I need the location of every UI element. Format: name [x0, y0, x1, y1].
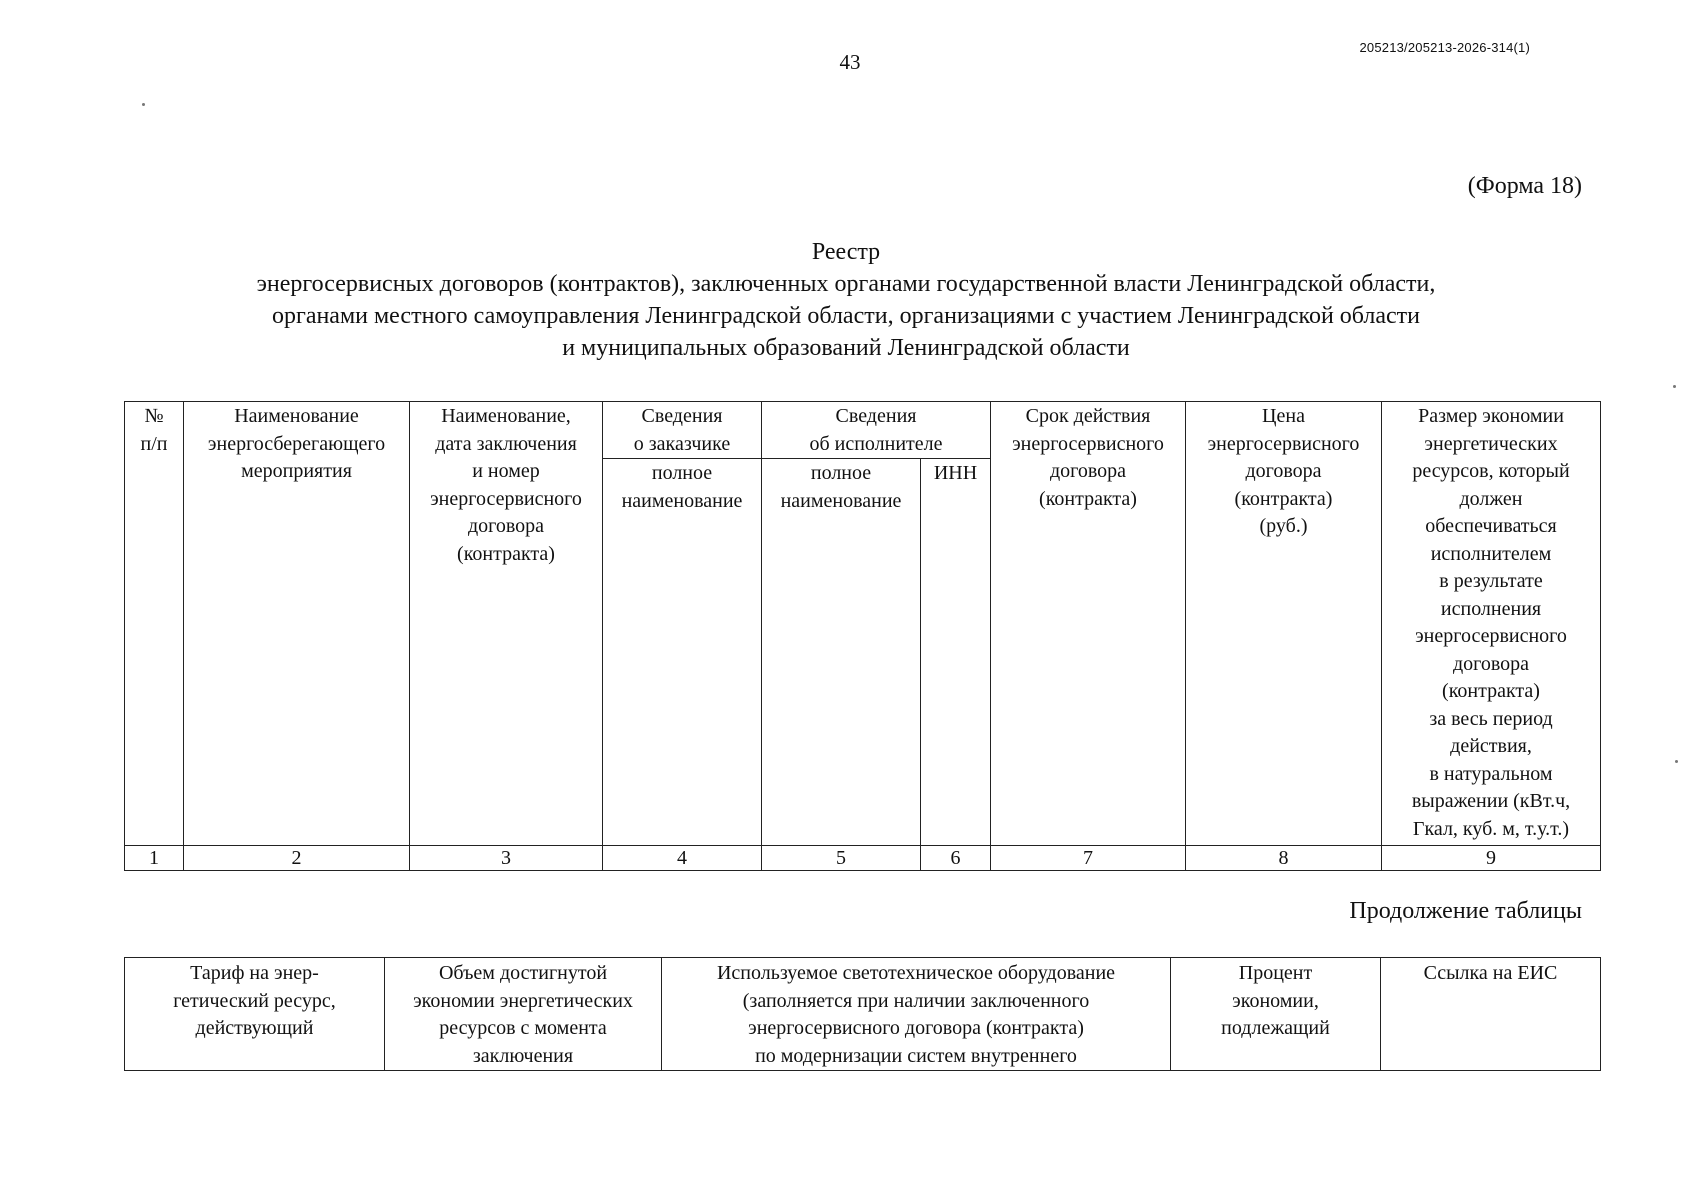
header-text-line: в натуральном [1429, 762, 1553, 785]
header-text-line: Наименование [234, 405, 359, 427]
header-text-line: действующий [195, 1017, 314, 1039]
header-text-line: исполнителем [1430, 542, 1552, 565]
header-text-line: полное [810, 462, 872, 484]
header-text-line: Используемое светотехническое оборудование [716, 962, 1116, 984]
header-text-line: обеспечиваться [1425, 515, 1557, 537]
header-text-line: энергосервисного договора (контракта) [748, 1017, 1084, 1039]
header-text-line: (заполняется при наличии заключенного [742, 989, 1090, 1012]
header-text-line: Размер экономии [1418, 405, 1564, 427]
scan-speck [1673, 385, 1676, 388]
column-number: 8 [1186, 846, 1382, 871]
continuation-label: Продолжение таблицы [1349, 898, 1582, 924]
header-contractor-info [762, 402, 991, 459]
header-text-line: энергетических [1424, 432, 1558, 455]
header-text-line: договора [1049, 460, 1127, 482]
header-text-line: в результате [1439, 570, 1543, 592]
header-text-line: об исполнителе [809, 432, 943, 455]
column-number: 3 [410, 846, 603, 871]
header-customer-info [603, 402, 762, 459]
header-text-line: ресурсов с момента [439, 1017, 607, 1039]
column-number: 6 [921, 846, 991, 871]
header-text-line: Процент [1238, 962, 1313, 984]
header-lighting-equipment [662, 958, 1171, 1071]
title-line-3: и муниципальных образований Ленинградской области [562, 335, 1130, 361]
column-number: 1 [125, 846, 184, 871]
header-contract-details [410, 402, 603, 846]
header-text-line: (руб.) [1259, 515, 1308, 537]
header-measure-name [184, 402, 410, 846]
header-text-line: энергосервисного [1415, 625, 1567, 647]
column-number: 2 [184, 846, 410, 871]
header-text-line: подлежащий [1221, 1017, 1330, 1039]
header-text-line: за весь период [1429, 707, 1553, 730]
header-contract-term [991, 402, 1186, 846]
header-text-line: экономии энергетических [413, 989, 633, 1012]
header-customer-full-name [603, 459, 762, 846]
header-text-line: энергосервисного [430, 487, 582, 510]
header-text-line: договора [1245, 460, 1322, 482]
header-text-line: № [144, 405, 164, 427]
document-id: 205213/205213-2026-314(1) [1359, 40, 1530, 55]
column-number: 7 [991, 846, 1186, 871]
header-text-line: гетический ресурс, [173, 989, 336, 1012]
header-contractor-inn [921, 459, 991, 846]
header-text-line: Наименование, [441, 405, 571, 427]
header-text-line: полное [651, 462, 713, 484]
column-number: 5 [762, 846, 921, 871]
header-text-line: Срок действия [1025, 405, 1151, 427]
header-text-line: наименование [621, 489, 743, 512]
scan-speck [142, 103, 145, 106]
header-contract-price [1186, 402, 1382, 846]
header-text-line: экономии, [1232, 989, 1319, 1012]
header-text-line: по модернизации систем внутреннего [755, 1044, 1077, 1067]
header-text-line: (контракта) [1039, 487, 1137, 510]
header-text-line: о заказчике [633, 432, 731, 455]
header-text-line: энергосберегающего [207, 432, 386, 455]
header-text-line: (контракта) [1442, 680, 1540, 702]
title-line-2: органами местного самоуправления Ленинградской области, организациями с участием Ленинградской области [271, 303, 1421, 329]
header-text-line: Объем достигнутой [438, 962, 608, 984]
header-text-line: дата заключения [435, 432, 577, 455]
header-savings-percent [1171, 958, 1381, 1071]
header-text-line: (контракта) [1234, 487, 1333, 510]
header-text-line: выражении (кВт.ч, [1411, 790, 1571, 812]
header-text-line: Цена [1262, 405, 1305, 427]
header-tariff [125, 958, 385, 1071]
title-line-1: энергосервисных договоров (контрактов), заключенных органами государственной власти Ленинградской области, [256, 271, 1436, 297]
column-number: 9 [1382, 846, 1601, 871]
header-contractor-full-name [762, 459, 921, 846]
header-text-line: Тариф на энер- [190, 962, 319, 984]
header-text-line: действия, [1450, 735, 1532, 757]
header-text-line: договора [1452, 652, 1530, 675]
header-text-line: заключения [472, 1044, 574, 1067]
header-text-line: энергосервисного [1012, 432, 1164, 455]
header-text-line: мероприятия [241, 460, 352, 482]
header-text-line: ресурсов, который [1412, 460, 1570, 482]
continuation-table [124, 957, 1601, 1071]
scan-speck [1675, 760, 1678, 763]
form-label: (Форма 18) [1467, 173, 1582, 199]
title-heading: Реестр [811, 239, 881, 265]
header-eis-link [1381, 958, 1601, 1071]
header-text-line: Гкал, куб. м, т.у.т.) [1412, 817, 1570, 840]
header-text-line: должен [1459, 487, 1523, 510]
header-text-line: наименование [780, 489, 902, 512]
registry-table [124, 401, 1601, 871]
header-text-line: п/п [140, 432, 168, 455]
header-text-line: Сведения [641, 405, 723, 427]
header-text-line: исполнения [1440, 597, 1542, 620]
header-achieved-savings [385, 958, 662, 1071]
column-number: 4 [603, 846, 762, 871]
header-text-line: договора [467, 515, 545, 537]
header-row-number [125, 402, 184, 846]
header-text-line: Сведения [835, 405, 917, 427]
header-text-line: Ссылка на ЕИС [1423, 962, 1558, 984]
header-energy-savings [1382, 402, 1601, 846]
page-number: 43 [839, 50, 861, 74]
header-text-line: энергосервисного [1207, 432, 1360, 455]
header-text-line: (контракта) [457, 542, 555, 565]
document-title [0, 236, 1692, 364]
header-text-line: и номер [472, 460, 540, 482]
header-text-line: ИНН [933, 462, 978, 484]
